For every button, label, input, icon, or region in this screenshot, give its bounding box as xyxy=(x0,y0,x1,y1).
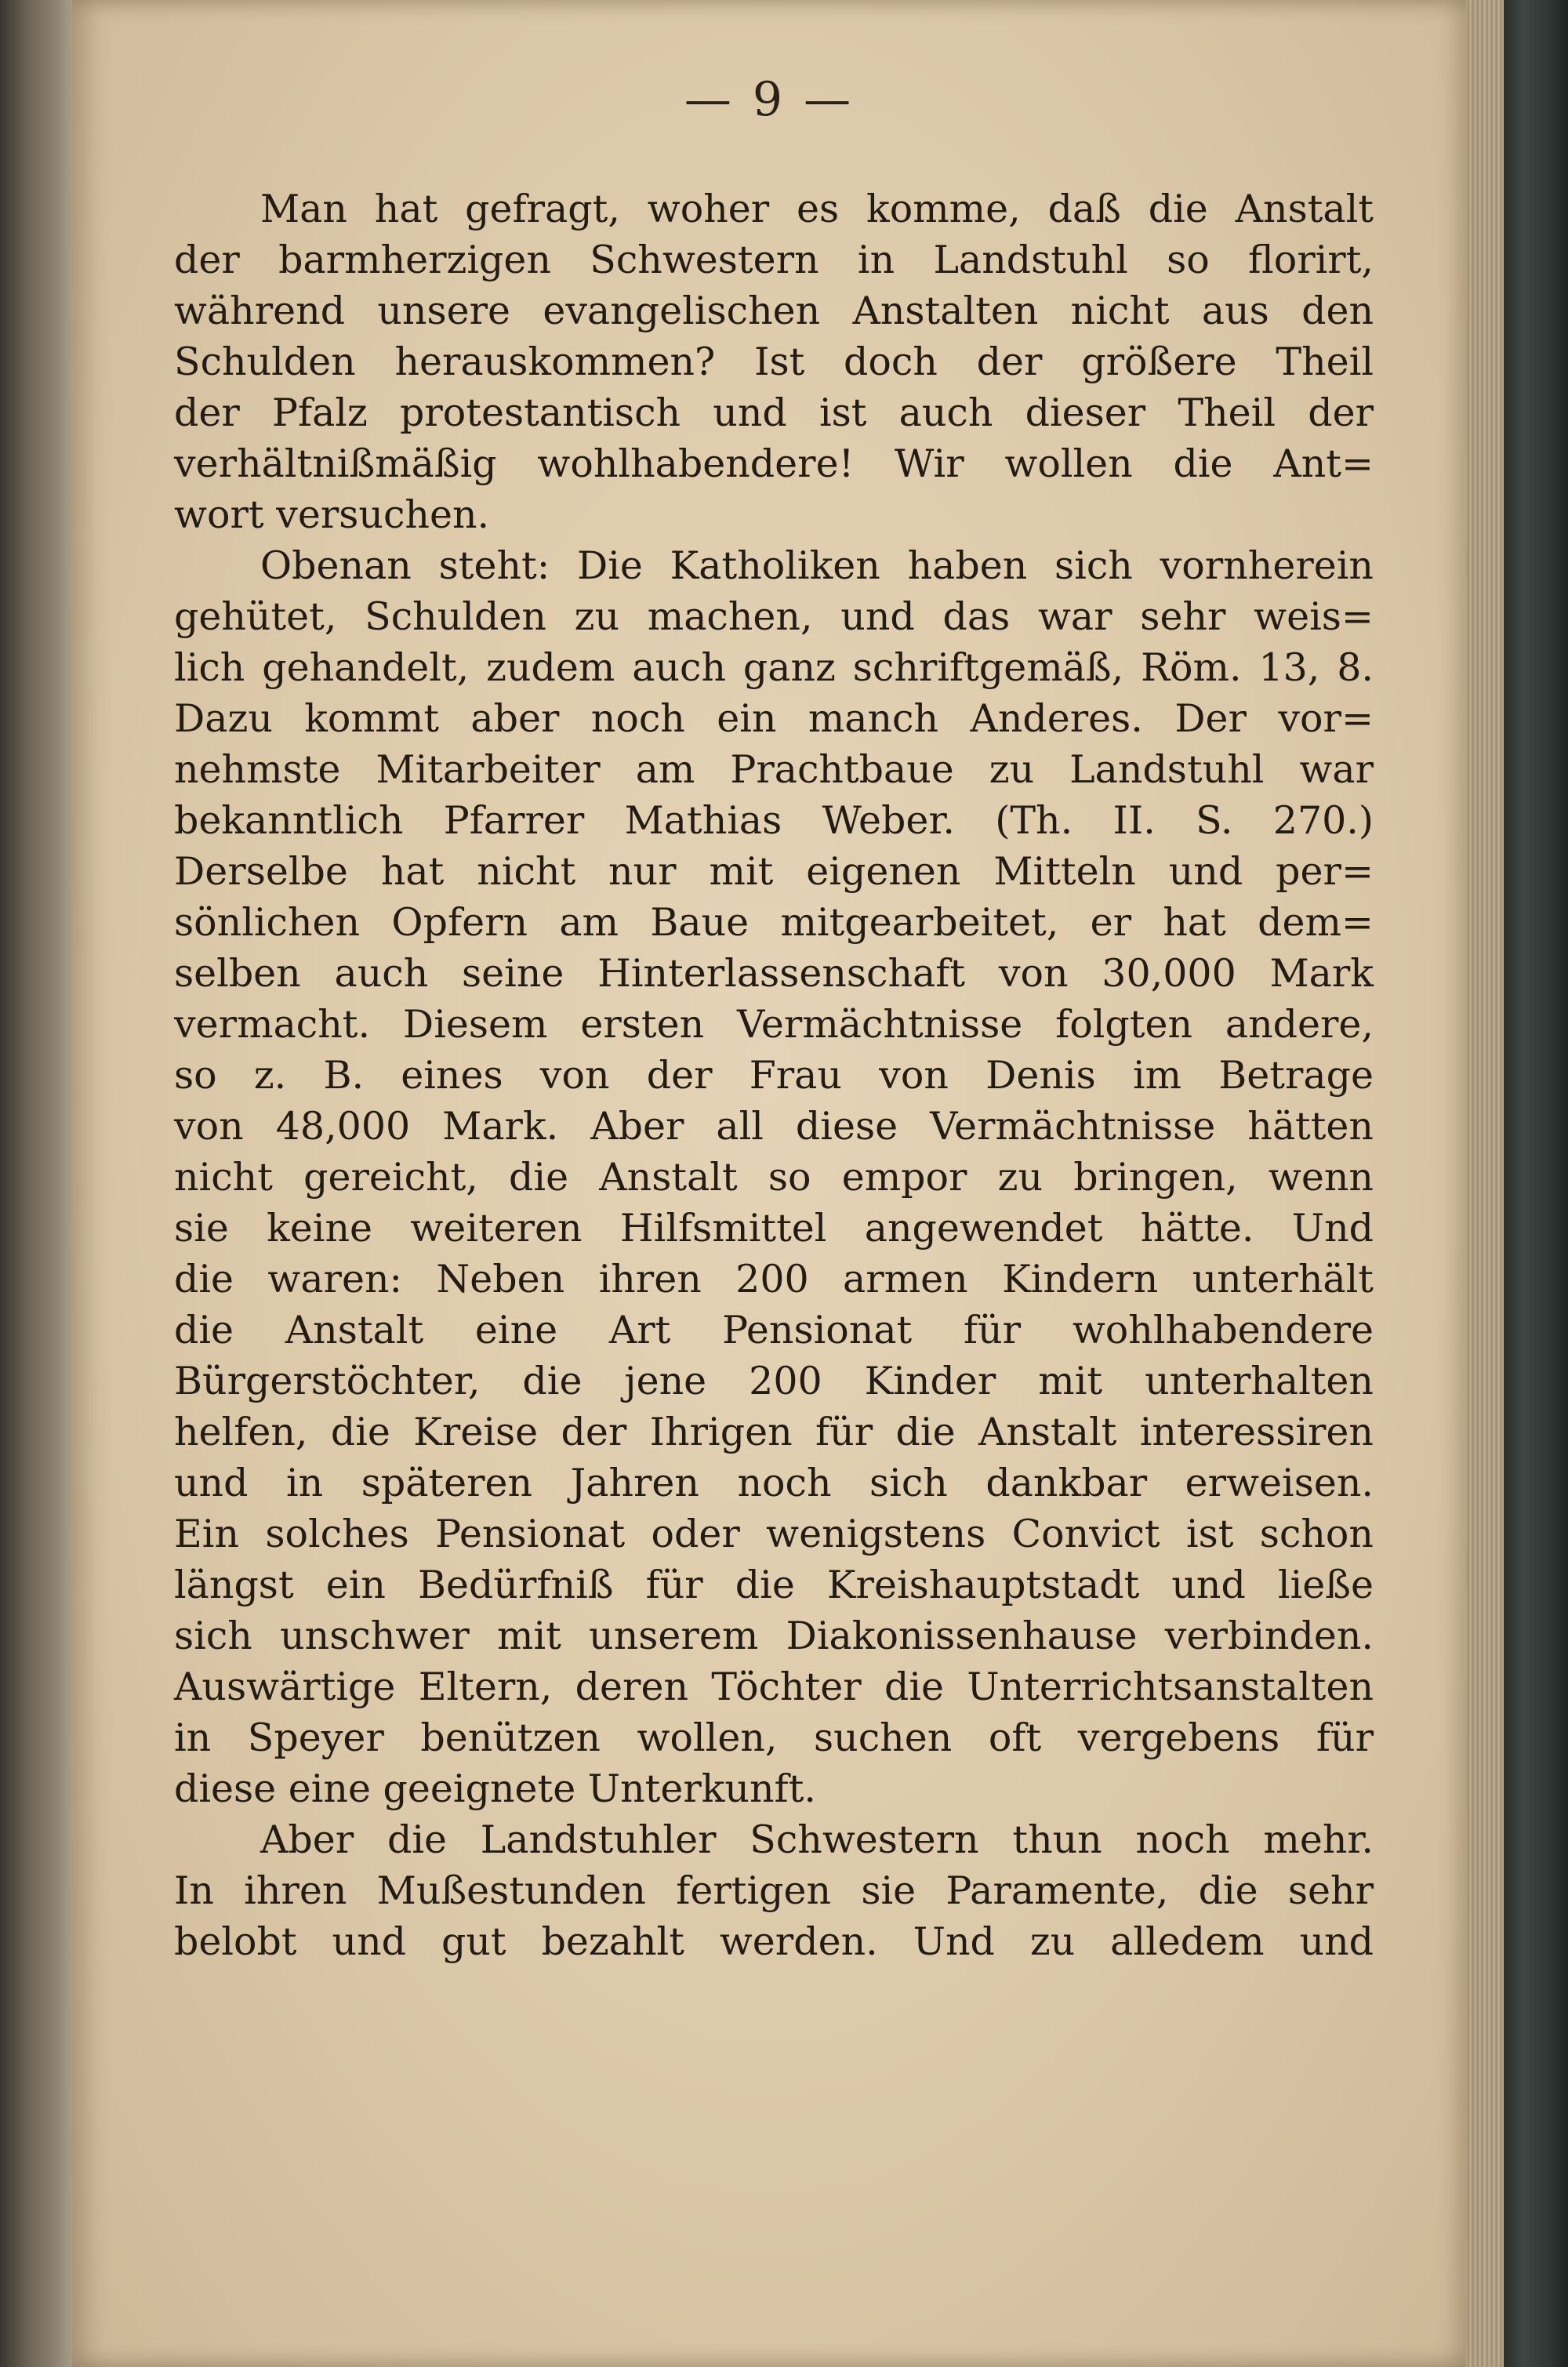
text-line: so z. B. eines von der Frau von Denis im Betrage xyxy=(174,1053,1374,1098)
text-line: die Anstalt eine Art Pensionat für wohlhabendere xyxy=(174,1308,1374,1352)
text-line: gehütet, Schulden zu machen, und das war sehr weis= xyxy=(174,594,1374,639)
book-spine-edge xyxy=(0,0,72,2367)
text-line: bekanntlich Pfarrer Mathias Weber. (Th. II. S. 270.) xyxy=(174,798,1374,843)
text-line: Dazu kommt aber noch ein manch Anderes. Der vor= xyxy=(174,696,1374,741)
text-line: Derselbe hat nicht nur mit eigenen Mitteln und per= xyxy=(174,849,1374,894)
text-line: sie keine weiteren Hilfsmittel angewendet hätte. Und xyxy=(174,1206,1374,1251)
text-line: Schulden herauskommen? Ist doch der größere Theil xyxy=(174,339,1374,384)
body-text xyxy=(174,183,1374,1967)
page-stack-edge xyxy=(1466,0,1504,2367)
text-line: selben auch seine Hinterlassenschaft von 30,000 Mark xyxy=(174,951,1374,996)
text-line: Obenan steht: Die Katholiken haben sich vornherein xyxy=(260,543,1374,588)
text-line: vermacht. Diesem ersten Vermächtnisse folgten andere, xyxy=(174,1002,1374,1047)
text-line: und in späteren Jahren noch sich dankbar erweisen. xyxy=(174,1461,1374,1505)
text-line: längst ein Bedürfniß für die Kreishauptstadt und ließe xyxy=(174,1563,1374,1607)
text-line: nicht gereicht, die Anstalt so empor zu bringen, wenn xyxy=(174,1155,1374,1200)
text-line: während unsere evangelischen Anstalten nicht aus den xyxy=(174,289,1374,333)
page-number: — 9 — xyxy=(684,72,855,127)
text-line: In ihren Mußestunden fertigen sie Paramente, die sehr xyxy=(174,1868,1374,1913)
text-line: diese eine geeignete Unterkunft. xyxy=(174,1766,816,1811)
text-line: Bürgerstöchter, die jene 200 Kinder mit unterhalten xyxy=(174,1359,1374,1403)
text-line: der barmherzigen Schwestern in Landstuhl so florirt, xyxy=(174,238,1374,282)
book-cover xyxy=(1504,0,1568,2367)
text-line: von 48,000 Mark. Aber all diese Vermächtnisse hätten xyxy=(174,1104,1374,1149)
text-line: Ein solches Pensionat oder wenigstens Convict ist schon xyxy=(174,1512,1374,1556)
text-line: in Speyer benützen wollen, suchen oft vergebens für xyxy=(174,1715,1374,1760)
text-line: verhältnißmäßig wohlhabendere! Wir wollen die Ant= xyxy=(174,441,1374,486)
text-line: sich unschwer mit unserem Diakonissenhause verbinden. xyxy=(174,1614,1374,1658)
text-line: lich gehandelt, zudem auch ganz schriftgemäß, Röm. 13, 8. xyxy=(174,645,1374,690)
book-page xyxy=(72,0,1466,2367)
text-line: Auswärtige Eltern, deren Töchter die Unterrichtsanstalten xyxy=(174,1665,1374,1709)
text-line: die waren: Neben ihren 200 armen Kindern unterhält xyxy=(174,1257,1374,1301)
text-line: Man hat gefragt, woher es komme, daß die Anstalt xyxy=(260,187,1374,231)
text-line: helfen, die Kreise der Ihrigen für die Anstalt interessiren xyxy=(174,1410,1374,1454)
text-line: belobt und gut bezahlt werden. Und zu alledem und xyxy=(174,1919,1374,1964)
text-line: nehmste Mitarbeiter am Prachtbaue zu Landstuhl war xyxy=(174,747,1374,792)
text-line: wort versuchen. xyxy=(174,492,490,537)
text-line: Aber die Landstuhler Schwestern thun noch mehr. xyxy=(260,1817,1374,1862)
text-line: sönlichen Opfern am Baue mitgearbeitet, er hat dem= xyxy=(174,900,1374,945)
text-line: der Pfalz protestantisch und ist auch dieser Theil der xyxy=(174,390,1374,435)
